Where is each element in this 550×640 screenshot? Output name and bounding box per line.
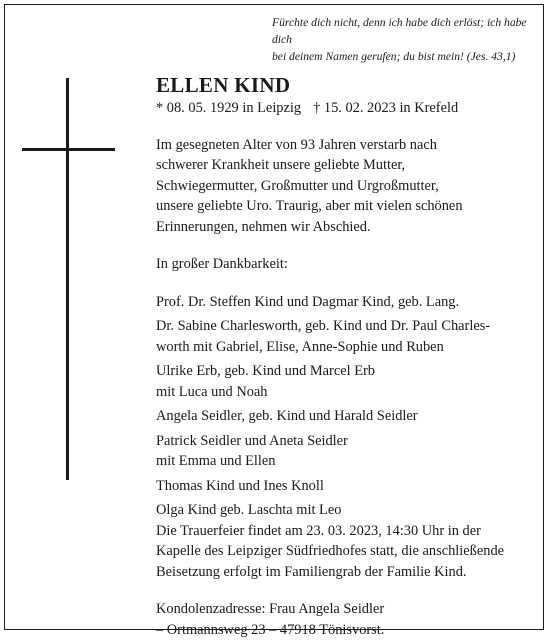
family-entry: Patrick Seidler und Aneta Seidler mit Emma und Ellen	[156, 431, 540, 472]
family-entry: Olga Kind geb. Laschta mit Leo	[156, 500, 540, 521]
announcement-line: unsere geliebte Uro. Traurig, aber mit vielen schönen	[156, 196, 540, 217]
family-entry: Thomas Kind und Ines Knoll	[156, 476, 540, 497]
announcement-line: Im gesegneten Alter von 93 Jahren verstarb nach	[156, 135, 540, 156]
obituary-body	[156, 72, 540, 640]
family-list	[156, 292, 540, 521]
family-entry: Prof. Dr. Steffen Kind und Dagmar Kind, geb. Lang.	[156, 292, 540, 313]
announcement-line: Erinnerungen, nehmen wir Abschied.	[156, 217, 540, 238]
funeral-line: Die Trauerfeier findet am 23. 03. 2023, 14:30 Uhr in der	[156, 521, 540, 542]
bible-quote	[272, 14, 538, 65]
bible-quote-line: Fürchte dich nicht, denn ich habe dich erlöst; ich habe dich	[272, 14, 538, 48]
family-entry: Ulrike Erb, geb. Kind und Marcel Erb mit Luca und Noah	[156, 361, 540, 402]
cross-horizontal-bar	[22, 148, 115, 151]
condolence-address	[156, 599, 540, 640]
family-entry: Dr. Sabine Charlesworth, geb. Kind und Dr. Paul Charles- worth mit Gabriel, Elise, Anne-Sophie und Ruben	[156, 316, 540, 357]
condolence-line: – Ortmannsweg 23 – 47918 Tönisvorst.	[156, 620, 540, 640]
birth-date: * 08. 05. 1929 in Leipzig	[156, 100, 301, 116]
funeral-line: Beisetzung erfolgt im Familiengrab der Familie Kind.	[156, 562, 540, 583]
life-dates	[156, 98, 540, 119]
cross-vertical-bar	[66, 78, 69, 480]
gratitude-line: In großer Dankbarkeit:	[156, 254, 540, 275]
funeral-line: Kapelle des Leipziger Südfriedhofes statt, die anschließende	[156, 541, 540, 562]
deceased-name: ELLEN KIND	[156, 72, 540, 98]
death-date: † 15. 02. 2023 in Krefeld	[313, 100, 458, 116]
condolence-line: Kondolenzadresse: Frau Angela Seidler	[156, 599, 540, 620]
announcement-text	[156, 135, 540, 238]
bible-quote-line: bei deinem Namen gerufen; du bist mein! (Jes. 43,1)	[272, 48, 538, 65]
family-entry: Angela Seidler, geb. Kind und Harald Seidler	[156, 406, 540, 427]
announcement-line: schwerer Krankheit unsere geliebte Mutter,	[156, 155, 540, 176]
funeral-info	[156, 521, 540, 583]
announcement-line: Schwiegermutter, Großmutter und Urgroßmutter,	[156, 176, 540, 197]
